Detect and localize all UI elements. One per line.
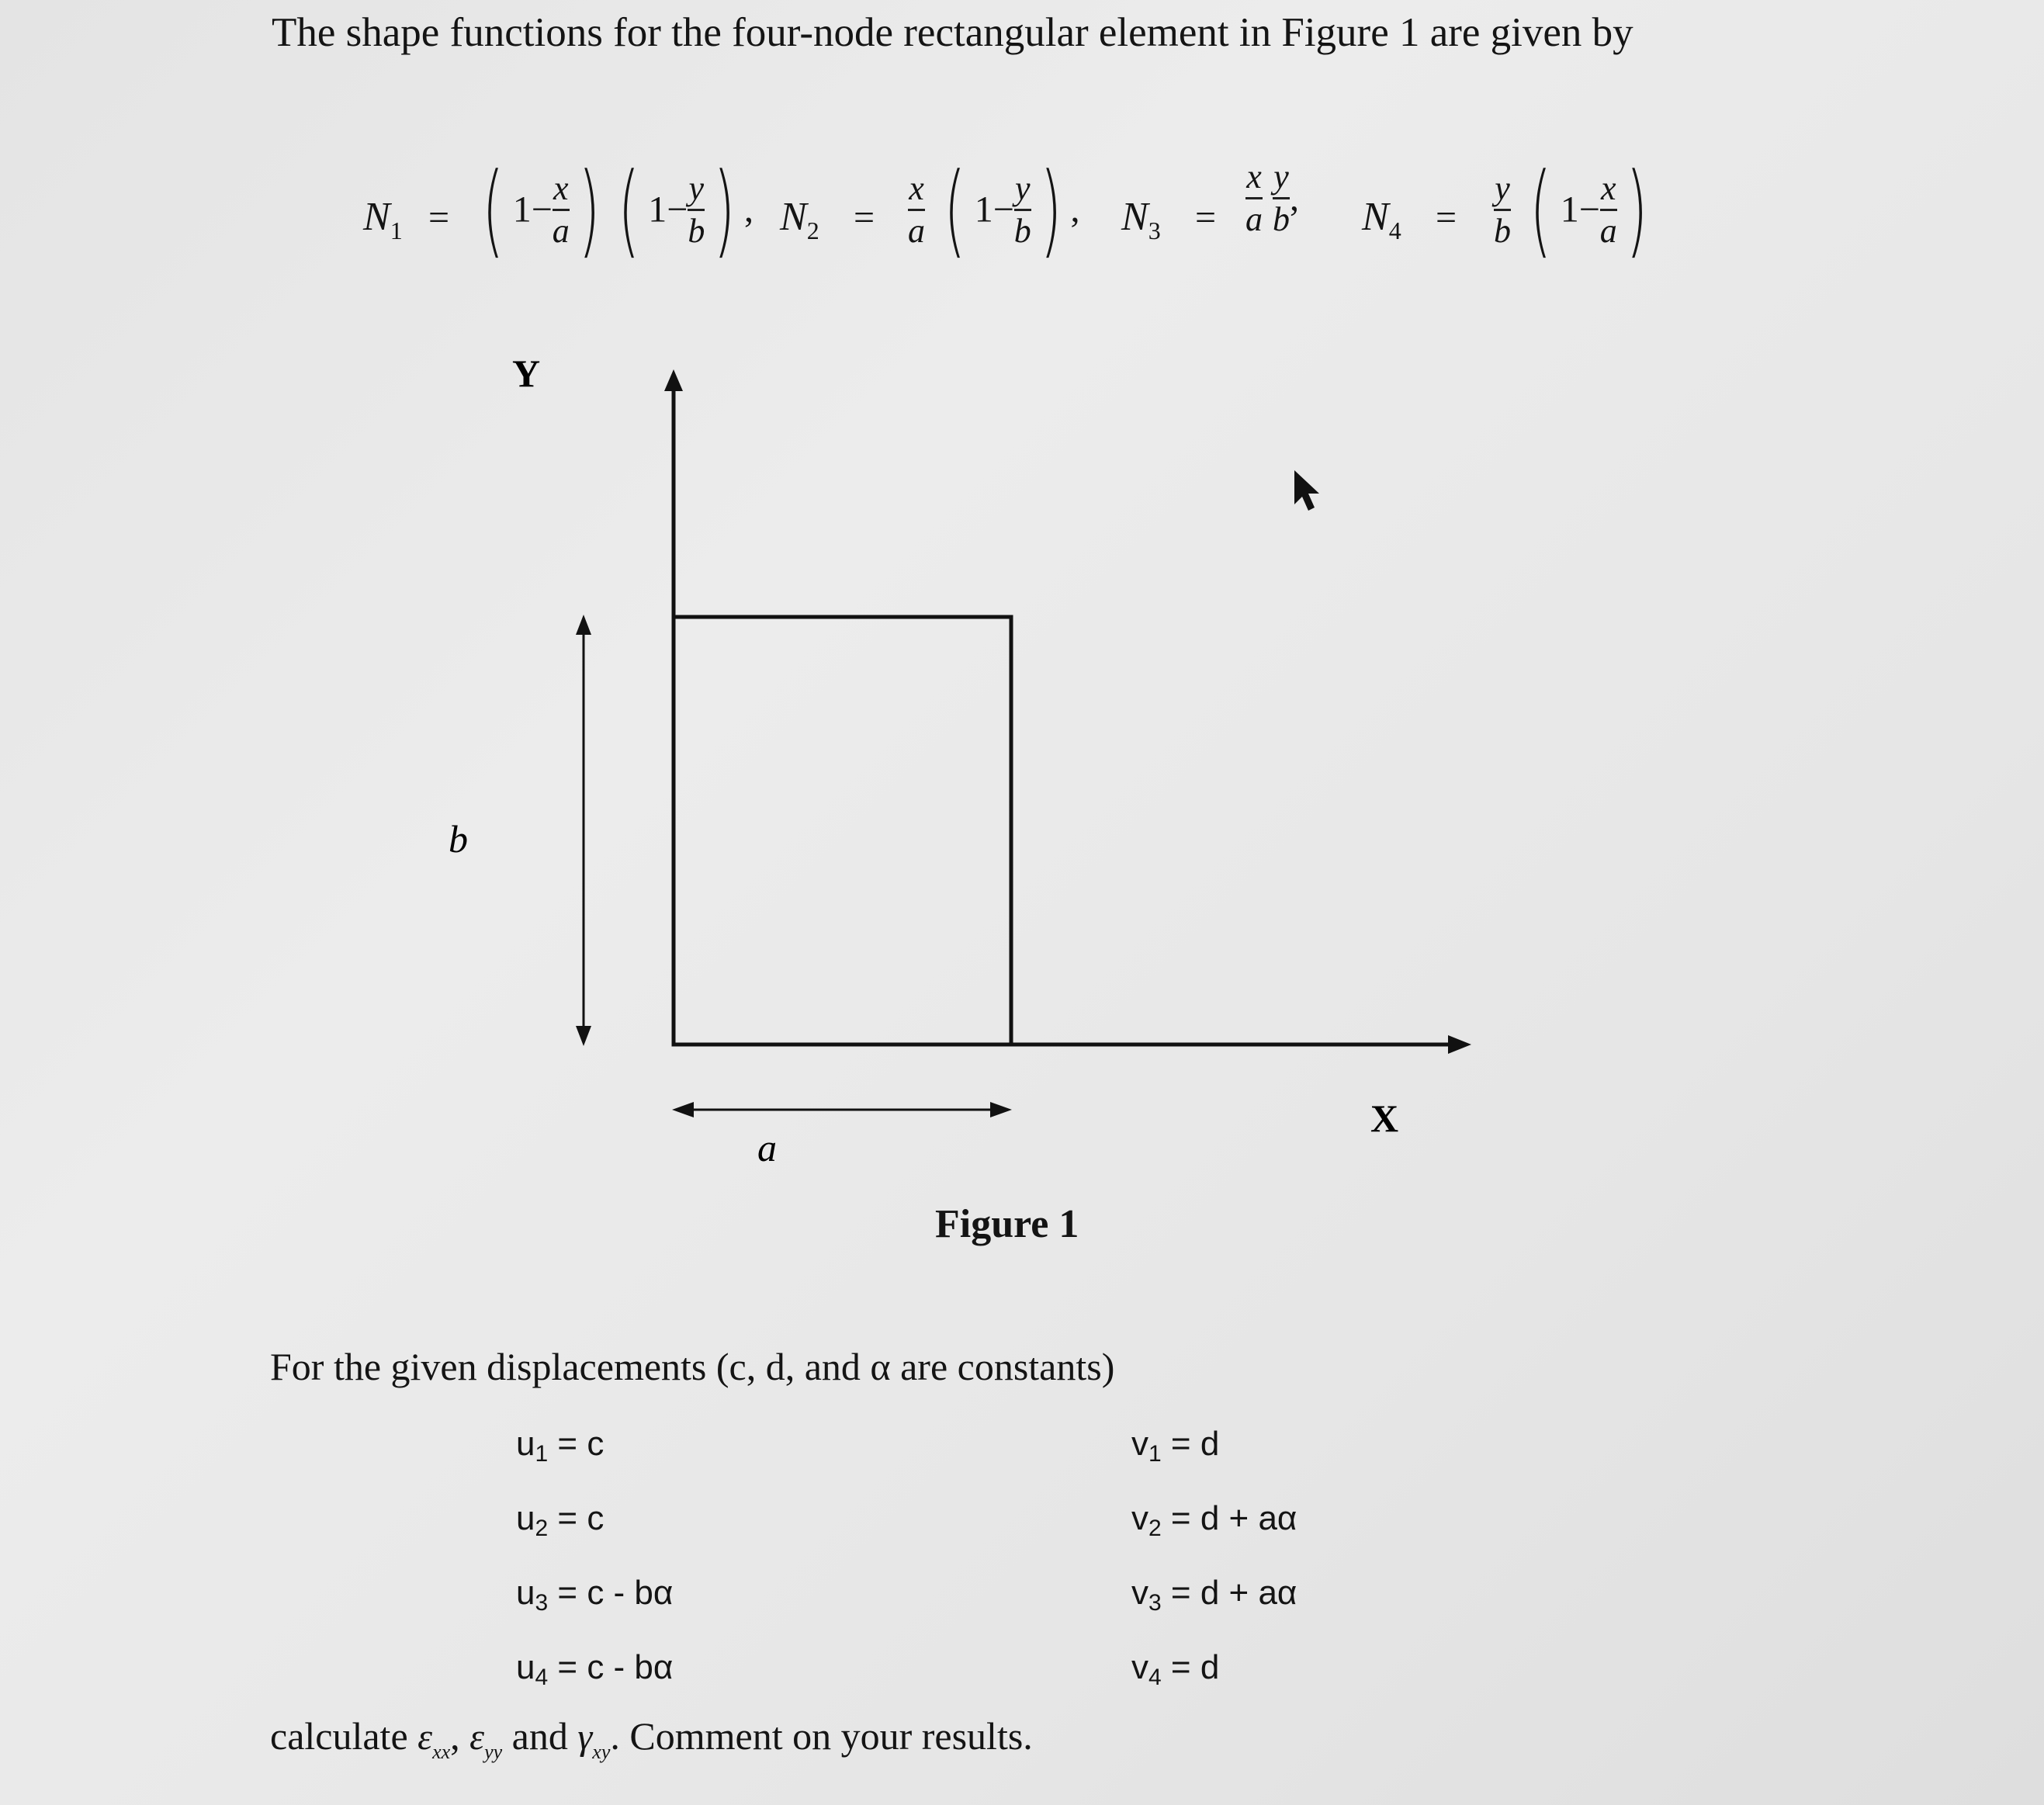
b-arrowhead-top (576, 615, 591, 635)
rectangular-element (674, 617, 1011, 1045)
x-axis-label: X (1370, 1097, 1399, 1140)
n3-expression: $\frac{x}{a}$ $\frac{y}{b}$ , (1245, 158, 1299, 238)
figure-caption: Figure 1 (935, 1202, 1079, 1246)
u2-displacement: u2 = c (516, 1499, 605, 1541)
b-arrowhead-bottom (576, 1026, 591, 1046)
given-text: For the given displacements (c, d, and α are constants) (270, 1345, 1115, 1388)
x-axis-arrowhead (1448, 1035, 1471, 1054)
n2-expression: $\frac{x}{a}$ ( 1− $\frac{y}{b}$ ) , (908, 151, 1080, 268)
n1-expression: ( 1− $\frac{x}{a}$ ) ( 1− $\frac{y}{b}$ ) , (482, 151, 754, 268)
u1-displacement: u1 = c (516, 1425, 605, 1467)
equals-sign: = (854, 197, 875, 238)
cursor-icon (1294, 470, 1319, 511)
v2-displacement: v2 = d + aα (1131, 1499, 1297, 1541)
equals-sign: = (1195, 197, 1217, 238)
n4-term: $N_4$ (1362, 195, 1401, 244)
n3-term: $N_3$ (1121, 195, 1161, 244)
v1-displacement: v1 = d (1131, 1425, 1220, 1467)
equals-sign: = (428, 197, 450, 238)
n4-expression: $\frac{y}{b}$ ( 1− $\frac{x}{a}$ ) (1494, 151, 1648, 268)
a-dimension-label: a (757, 1126, 777, 1169)
n2-term: $N_2$ (780, 195, 819, 244)
y-axis-label: Y (512, 352, 541, 395)
intro-text: The shape functions for the four-node rectangular element in Figure 1 are given by (272, 10, 1633, 55)
y-axis-arrowhead (664, 369, 683, 391)
equals-sign: = (1436, 197, 1457, 238)
a-arrowhead-right (990, 1102, 1012, 1117)
u4-displacement: u4 = c - bα (516, 1648, 674, 1690)
b-dimension-label: b (449, 817, 468, 861)
a-arrowhead-left (672, 1102, 694, 1117)
calculate-instruction: calculate $\varepsilon_{xx}$, $\varepsilon_{yy}$ and $\gamma_{xy}$. Comment on your results. (270, 1714, 1033, 1763)
v3-displacement: v3 = d + aα (1131, 1574, 1297, 1616)
v4-displacement: v4 = d (1131, 1648, 1220, 1690)
n1-term: $N_1$ (363, 195, 403, 244)
u3-displacement: u3 = c - bα (516, 1574, 674, 1616)
